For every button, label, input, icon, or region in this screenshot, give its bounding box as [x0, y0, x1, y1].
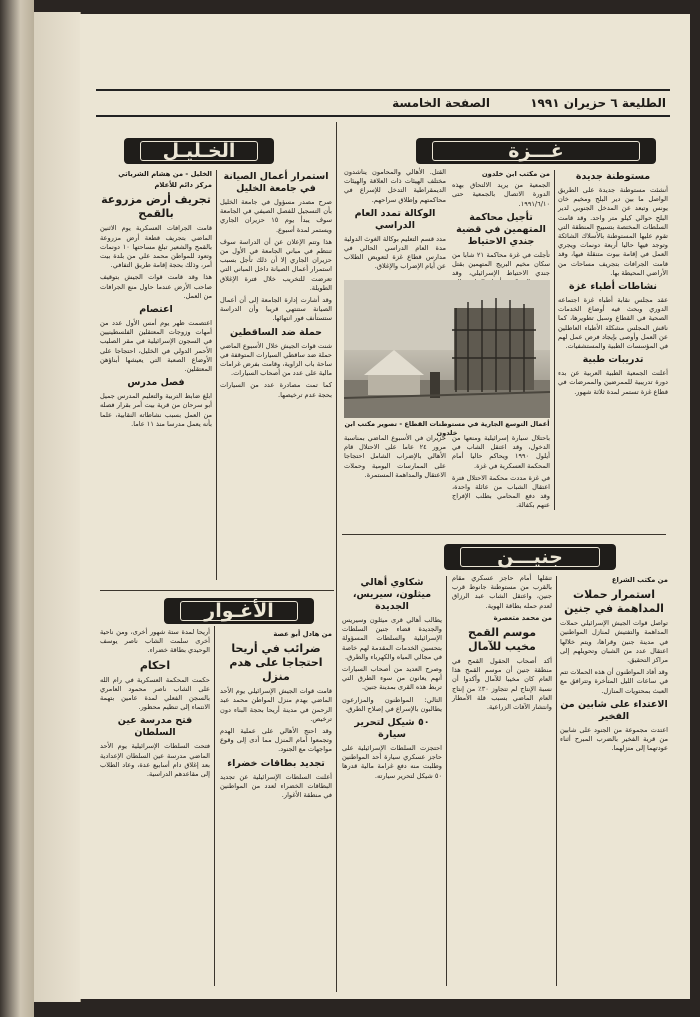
byline: من مكتب ابن خلدون — [481, 170, 550, 178]
jenin-column-1 — [342, 574, 442, 986]
gaza-column-1 — [558, 168, 668, 528]
article-text: القتل. الأهالي والمحامون يناشدون مختلف الهيئات ذات العلاقة والهيئات الديمقراطية التدخل للإسراع في محاكمتهم وإطلاق سراحهم. — [344, 168, 446, 204]
article-text: مدد قسم التعليم بوكالة الغوث الدولية مدة العام الدراسي الحالي في مدارس قطاع غزة لتعويض الطلاب عن أيام الإضراب والإغلاق. — [344, 234, 446, 271]
gaza-below-photo-right — [452, 434, 550, 530]
jenin-column-2 — [452, 574, 552, 986]
article-text: أنشئت مستوطنة جديدة على الطريق الواصل ما بين دير البلح ومخيم خان يونس وتبعد عن المدخل الجنوبي لدير البلح حوالي كيلو متر واحد. وقد قامت السلطات المختصة بتسييج المنطقة التي تقوم عليها المستوطنة بالأسلاك الشائكة وتوجد فيها حاليا أربعة دونمات ويجري العمل في إقامة بيوت متنقلة فيها، وقد قامت الجرافات بتجريف مساحات من الأراضي المحيطة بها. — [558, 186, 668, 277]
column-rule-gaza — [554, 170, 555, 510]
article-text: صرح مصدر مسؤول في جامعة الخليل بأن التسجيل للفصل الصيفي في الجامعة سوف يبدأ يوم ١٥ حزيران الجاري ويستمر لمدة أسبوع. — [220, 198, 332, 234]
article-text: وقد أفاد المواطنون أن هذه الحملات تتم في ساعات الليل المتأخرة وتترافق مع العبث بمحتويات المنازل. — [559, 668, 668, 695]
article-text: قامت قوات الجيش الإسرائيلي يوم الأحد الماضي بهدم منزل المواطن محمد عبد الرحمن في مدينة أريحا بحجة البناء دون ترخيص. — [220, 687, 332, 723]
gaza-column-3 — [344, 168, 446, 276]
article-text: حكمت المحكمة العسكرية في رام الله على الشاب ناصر محمود العامري بالسجن الفعلي لمدة عامين بتهمة الانتماء إلى تنظيم محظور. — [100, 675, 210, 712]
aghwar-column-1 — [220, 628, 332, 986]
masthead-page: الصفحة الخامسة — [392, 96, 490, 110]
section-banner-hebron: الخـليـل — [124, 138, 274, 164]
gaza-column-2 — [452, 168, 550, 276]
headline: ٥٠ شيكل لتحرير سيارة — [354, 717, 430, 741]
column-rule-jenin-b — [446, 576, 447, 986]
stacked-page-edges — [34, 12, 81, 1002]
article-text: وقد أشارت إدارة الجامعة إلى أن أعمال الصيانة ستنتهي قريبا وأن الدراسة ستستأنف فور انتهائها. — [220, 296, 332, 323]
article-text: قامت الجرافات العسكرية يوم الاثنين الماضي بتجريف قطعة أرض مزروعة بالقمح والشعير تبلغ مساحتها ١٠ دونمات وتعود للمواطن محمد علي من بلدة بيت أمر، وذلك بحجة إقامة طريق التفافي. — [100, 224, 212, 270]
masthead-edition: الطليعة ٦ حزيران ١٩٩١ — [530, 96, 666, 110]
article-text: وقد احتج الأهالي على عملية الهدم وتجمعوا أمام المنزل مما أدى إلى وقوع مواجهات مع الجنود. — [220, 727, 332, 754]
article-text: أعلنت الجمعية الطبية العربية عن بدء دورة تدريبية للممرضين والممرضات في قطاع غزة تستمر لمدة ثلاثة شهور. — [558, 369, 668, 396]
article-text: أريحا لمدة ستة شهور أخرى، ومن ناحية أخرى سلمت الشاب ناصر يوسف الوحيدي بطاقة خضراء. — [100, 628, 210, 655]
gaza-below-photo-left — [344, 434, 446, 530]
article-text: عقد مجلس نقابة أطباء غزة اجتماعه الدوري وبحث فيه أوضاع الخدمات الصحية في القطاع وسبل تطويرها، كما ناقش المجلس مشكلة الأطباء العاطلين عن العمل وأوصى بإيجاد فرص عمل لهم في المؤسسات الطبية والمستشفيات. — [558, 296, 668, 351]
section-banner-gaza: غـــزة — [416, 138, 656, 164]
article-text: تأجلت في غزة محاكمة ٢١ شابا من سكان مخيم البريج المتهمين بقتل جندي الاحتياط الإسرائيلي، وقد — [452, 250, 550, 278]
article-text: تواصل قوات الجيش الإسرائيلي حملات المداهمة والتفتيش لمنازل المواطنين في مدينة جنين وقراها، ويتم خلالها اعتقال عدد من الشبان وتحويلهم إلى مراكز التحقيق. — [560, 619, 668, 665]
byline: من مكتب الشراع — [611, 576, 668, 584]
column-rule-jenin-a — [556, 576, 557, 986]
headline: نشاطات أطباء غزة — [569, 281, 657, 293]
headline: موسم القمح مخيب للآمال — [467, 626, 537, 654]
masthead — [96, 89, 670, 117]
headline: فصل مدرس — [127, 377, 185, 389]
section-rule-hebron — [100, 590, 334, 591]
article-text: اعتصمت ظهر يوم أمس الأول عدد من أمهات وزوجات المعتقلين الفلسطينيين في السجون الإسرائيلية في مقر الصليب الأحمر الدولي في الخليل، احتجاجا على الأوضاع الصعبة التي يعيشها أبناؤهن المعتقلين. — [100, 319, 212, 374]
article-text: حزيران في الأسبوع الماضي بمناسبة مرور ٢٤ عاما على الاحتلال قام الأهالي بالإضراب الشامل احتجاجا على الممارسات اليومية وحملات الاعتقال والمداهمة المستمرة. — [344, 434, 447, 479]
article-text: التالي: المواطنون والمزارعون يطالبون بالإسراع في إصلاح الطرق. — [342, 695, 442, 713]
hebron-column-2 — [100, 168, 212, 586]
headline: فتح مدرسة عين السلطان — [117, 715, 193, 739]
headline: تجريف أرض مزروعة بالقمح — [101, 193, 211, 221]
headline: ضرائب في أريحا احتجاجا على هدم منزل — [229, 642, 323, 684]
article-text: باحتلال سيارة إسرائيلية ومنعها من الدخول، وقد اعتقل الشاب في أيلول ١٩٩٠ ويحاكم حاليا أمام المحكمة العسكرية في غزة. — [452, 434, 550, 470]
headline: تأجيل محاكمة المتهمين في قضية جندي الاحتياط — [456, 211, 546, 247]
column-rule-main — [336, 122, 337, 992]
hebron-column-1 — [220, 168, 332, 586]
article-text: احتجزت السلطات الإسرائيلية على حاجز عسكري سيارة أحد المواطنين وطلبت منه دفع غرامة مالية قدرها ٥٠ شيكل لتحرير سيارته. — [342, 744, 442, 780]
headline: احكام — [139, 658, 171, 672]
article-text: ابلغ ضابط التربية والتعليم المدرس جميل أبو سرحان من قرية بيت أمر بقرار فصله من العمل بسبب نشاطاته النقابية، علما بأنه يعمل مدرسا منذ ١١ عاما. — [100, 392, 212, 428]
byline: الخليل - من هشام الشرباتي — [118, 170, 212, 178]
article-text: فتحت السلطات الإسرائيلية يوم الأحد الماضي مدرسة عين السلطان الإعدادية بعد إغلاق دام أسابيع عدة، وعاد الطلاب إلى مقاعدهم الدراسية. — [100, 742, 210, 779]
column-rule-aghwar — [214, 626, 215, 986]
jenin-column-3 — [560, 574, 668, 986]
article-text: وصرح العديد من أصحاب السيارات أنهم يعانون من سوء الطرق التي تربط هذه القرى بمدينة جنين. — [342, 665, 442, 692]
construction-photo — [344, 280, 550, 418]
article-text: تنقلها أمام حاجز عسكري مقام بالقرب من مستوطنة جانوط قرب جنين، واعتقل الشاب عبد الرزاق لعدم حمله بطاقة الهوية. — [452, 574, 552, 610]
section-banner-jenin: جنيـــن — [444, 544, 616, 570]
headline: اعتصام — [139, 304, 173, 316]
byline: من هادل أبو عصة — [273, 630, 332, 638]
headline: الاعتداء على شابين من الفخير — [560, 698, 668, 722]
article-text: أعلنت السلطات الإسرائيلية عن تجديد البطاقات الخضراء لعدد من المواطنين في منطقة الأغوار. — [220, 772, 332, 800]
headline: تدريبات طبية — [582, 354, 644, 366]
headline: شكاوي أهالي ميثلون، سيريس، الجديدة — [352, 577, 432, 612]
article-text: يطالب أهالي قرى ميثلون وسيريس والجديدة قضاء جنين السلطات الإسرائيلية والسلطات المسؤولة بتحسين الخدمات المقدمة لهم خاصة في مجالي المياه والكهرباء والطرق. — [342, 616, 442, 661]
photo-caption: أعمال التوسع الجارية في مستوطنات القطاع - تصوير مكتب ابن خلدون — [344, 420, 550, 437]
article-text: شنت قوات الجيش خلال الأسبوع الماضي حملة ضد ساقطي السيارات المتوقفة في ساحة باب الزاوية، وقامت بفرض غرامات مالية على عدد من أصحاب السيارات. — [220, 341, 332, 378]
article-text: اعتدت مجموعة من الجنود على شابين من قرية الفخير بالضرب المبرح أثناء عودتهما إلى منزلهما. — [560, 725, 668, 753]
article-text: هذا وقد قامت قوات الجيش بتوقيف صاحب الأرض عندما حاول منع الجرافات من العمل. — [100, 273, 212, 300]
article-text: هذا وتتم الإعلان عن أن الدراسة سوف تنتظم في مباني الجامعة في الأول من حزيران الجاري إلا أن ذلك تأجل بسبب استمرار أعمال الصيانة داخل المباني التي تعرضت للتخريب خلال فترة الإغلاق الطويلة. — [220, 237, 332, 292]
headline: حملة ضد الساقطين — [229, 326, 323, 338]
section-banner-aghwar: الأغـوار — [164, 598, 314, 624]
headline: استمرار حملات المداهمة في جنين — [564, 588, 664, 616]
section-rule-gaza — [342, 534, 666, 535]
headline: الوكالة تمدد العام الدراسي — [354, 207, 436, 231]
article-text: في غزة مددت محكمة الاحتلال فترة اعتقال الشباب من عائلة واحدة، وقد دفع المحامي بطلب الإفراج عنهم بكفالة. — [452, 473, 550, 510]
sub-headline: مركز دائم للأعلام — [154, 181, 212, 190]
column-rule-hebron — [216, 170, 217, 580]
headline: تجديد بطاقات خضراء — [227, 757, 325, 769]
article-text: أكد أصحاب الحقول القمح في منطقة جنين أن موسم القمح هذا العام كان مخيبا للآمال وأكدوا أن نسبة الإنتاج لم تتجاوز ٣٠٪ من إنتاج العام الماضي بسبب قلة الأمطار وانتشار الآفات الزراعية. — [452, 657, 552, 712]
construction-scene-image — [344, 280, 550, 418]
byline: من محمد متعصرة — [493, 613, 552, 622]
article-text: الجمعية من يريد الالتحاق بهذه الدورة الاتصال بالجمعية حتى ١٩٩١/٦/١٠. — [452, 181, 550, 208]
aghwar-column-2 — [100, 628, 210, 986]
binder-spine — [0, 0, 34, 1017]
headline: استمرار أعمال الصيانة في جامعة الخليل — [223, 171, 329, 194]
article-text: كما تمت مصادرة عدد من السيارات بحجة عدم ترخيصها. — [220, 381, 332, 399]
newspaper-page — [80, 14, 690, 999]
headline: مستوطنة جديدة — [575, 171, 651, 182]
